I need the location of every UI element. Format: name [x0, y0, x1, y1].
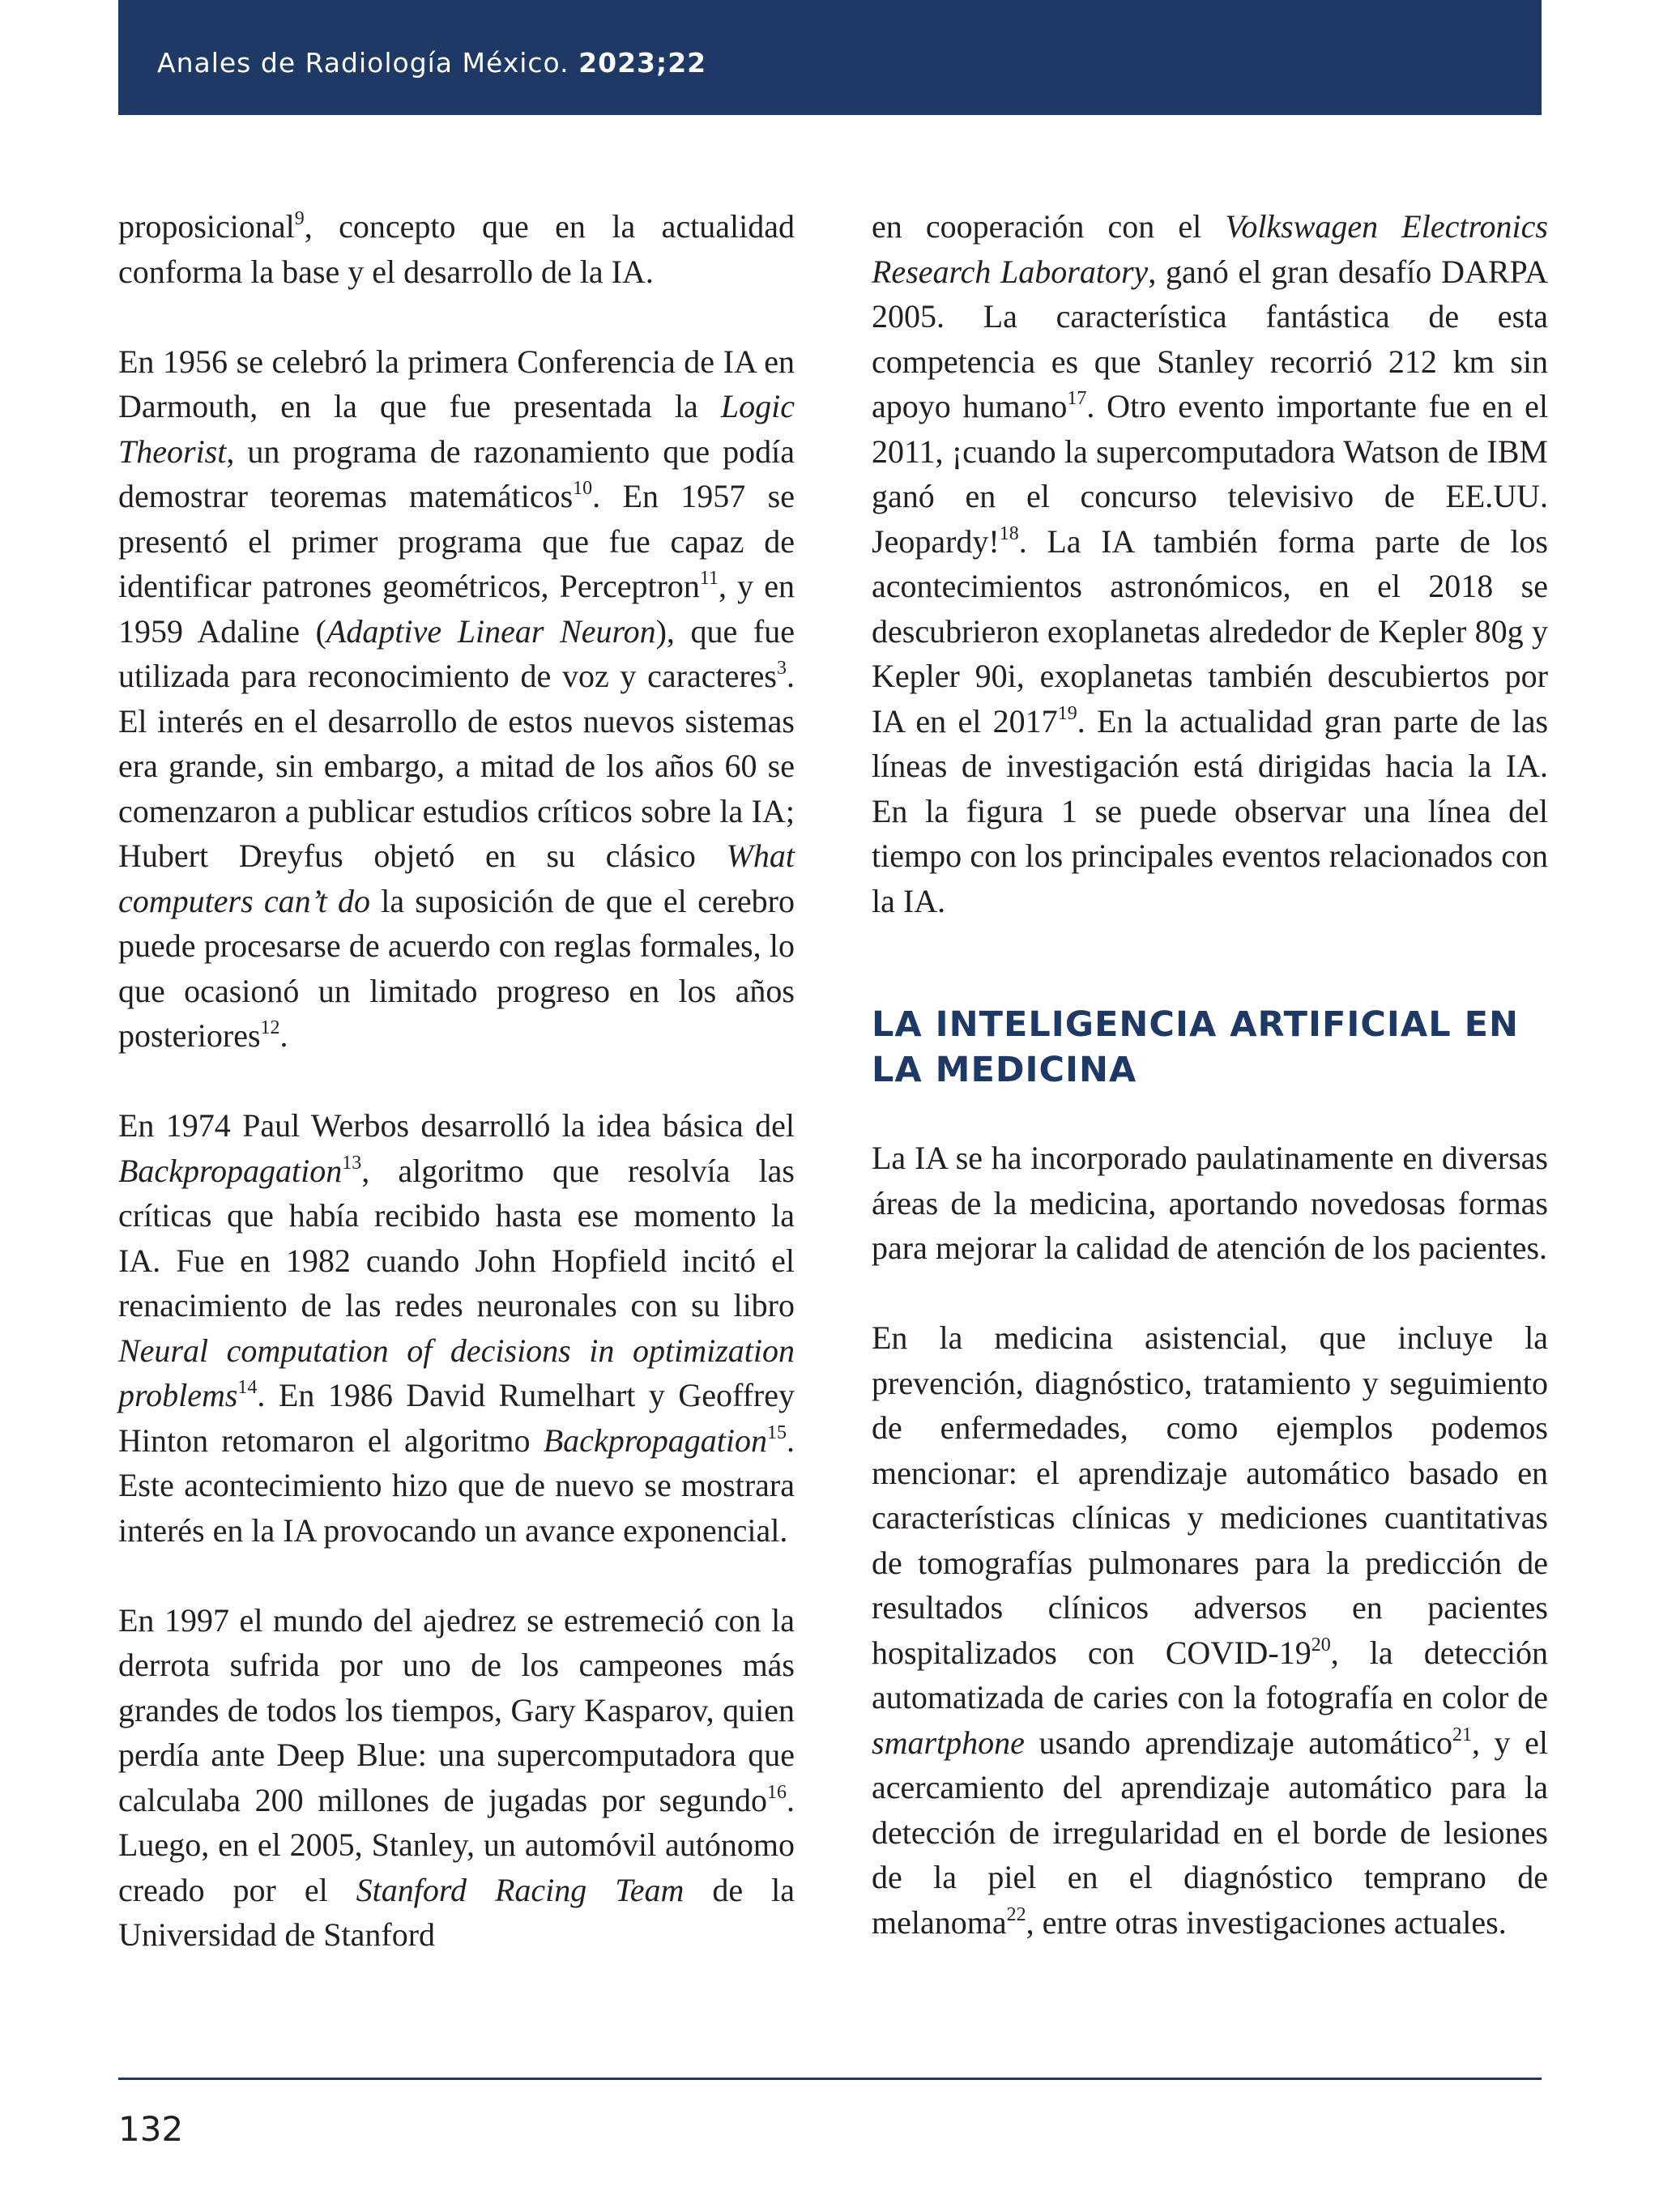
italic-term: smartphone	[872, 1724, 1025, 1761]
text-run: , y en 1959 Adaline (	[118, 568, 795, 650]
text-run: , concepto que en la actualidad conforma la base y el desarrollo de la IA.	[118, 208, 795, 290]
citation-ref: 3	[777, 658, 787, 679]
citation-ref: 14	[237, 1377, 258, 1398]
text-run: , un programa de razonamiento que podía demostrar teoremas matemáticos	[118, 433, 795, 514]
citation-ref: 13	[342, 1152, 362, 1174]
citation-ref: 18	[999, 522, 1019, 544]
page-number: 132	[118, 2109, 184, 2149]
italic-term: Neural computation of decisions in optimization problems	[118, 1332, 795, 1413]
citation-ref: 16	[767, 1781, 787, 1803]
text-run: . Otro evento importante fue en el 2011, ¡cuando la supercomputadora Watson de IBM ganó en el concurso televisivo de EE.UU. Jeopardy!	[872, 388, 1548, 560]
text-run: . El interés en el desarrollo de estos nuevos sistemas era grande, sin embargo, a mitad de los años 60 se comenzaron a publicar estudios críticos sobre la IA; Hubert Dreyfus objetó en su clásico	[118, 658, 795, 874]
paragraph	[872, 1315, 1548, 1945]
text-run: .	[279, 1017, 288, 1054]
text-run: la suposición de que el cerebro puede procesarse de acuerdo con reglas formales, lo que ocasionó un limitado progreso en los años posteriores	[118, 882, 795, 1054]
text-run: , algoritmo que resolvía las críticas que había recibido hasta ese momento la IA. Fue en 1982 cuando John Hopfield incitó el renacimiento de las redes neuronales con su libro	[118, 1152, 795, 1323]
paragraph	[118, 1103, 795, 1553]
journal-volume: 2023;22	[578, 47, 707, 79]
text-run: En 1997 el mundo del ajedrez se estremeció con la derrota sufrida por uno de los campeones más grandes de todos los tiempos, Gary Kasparov, quien perdía ante Deep Blue: una supercomputadora que calculaba 200 millones de jugadas por segundo	[118, 1601, 795, 1818]
citation-ref: 9	[294, 208, 305, 229]
paragraph	[872, 204, 1548, 923]
text-run: . En 1986 David Rumelhart y Geoffrey Hinton retomaron el algoritmo	[118, 1377, 795, 1459]
text-run: En la medicina asistencial, que incluye la prevención, diagnóstico, tratamiento y seguimiento de enfermedades, como ejemplos podemos mencionar: el aprendizaje automático basado en características clínicas y mediciones cuantitativas de tomografías pulmonares para la predicción de resultados clínicos adversos en pacientes hospitalizados con COVID-19	[872, 1319, 1548, 1671]
text-run: usando aprendizaje automático	[1024, 1724, 1452, 1761]
text-run: En 1974 Paul Werbos desarrolló la idea básica del	[118, 1107, 795, 1144]
text-run: , la detección automatizada de caries con la fotografía en color de	[872, 1634, 1548, 1715]
italic-term: Adaptive Linear Neuron	[326, 612, 656, 650]
paragraph	[872, 1136, 1548, 1271]
journal-header-bar	[118, 0, 1542, 115]
italic-term: What computers can’t do	[118, 837, 795, 919]
text-run: , entre otras investigaciones actuales.	[1026, 1903, 1507, 1941]
paragraph	[118, 1598, 795, 1958]
italic-term: Backpropagation	[543, 1421, 767, 1459]
text-run: La IA se ha incorporado paulatinamente en diversas áreas de la medicina, aportando novedosas formas para mejorar la calidad de atención de los pacientes.	[872, 1140, 1548, 1266]
text-run: . La IA también forma parte de los acontecimientos astronómicos, en el 2018 se descubrieron exoplanetas alrededor de Kepler 80g y Kepler 90i, exoplanetas también descubiertos por IA en el 2017	[872, 522, 1548, 739]
journal-title	[157, 47, 706, 79]
section-heading: LA INTELIGENCIA ARTIFICIAL EN LA MEDICINA	[872, 1004, 1519, 1090]
text-run: en cooperación con el	[872, 208, 1226, 245]
text-run: de la Universidad de Stanford	[118, 1871, 795, 1953]
text-run: , ganó el gran desafío DARPA 2005. La característica fantástica de esta competencia es que Stanley recorrió 212 km sin apoyo humano	[872, 253, 1548, 424]
text-run: , y el acercamiento del aprendizaje automático para la detección de irregularidad en el borde de lesiones de la piel en el diagnóstico temprano de melanoma	[872, 1724, 1548, 1941]
citation-ref: 21	[1452, 1724, 1472, 1745]
text-run: . Este acontecimiento hizo que de nuevo se mostrara interés en la IA provocando un avance exponencial.	[118, 1421, 795, 1549]
right-column	[872, 204, 1548, 1945]
text-run: proposicional	[118, 208, 295, 245]
italic-term: Stanford Racing Team	[356, 1871, 684, 1908]
italic-term: Backpropagation	[118, 1152, 343, 1189]
text-run: . En 1957 se presentó el primer programa que fue capaz de identificar patrones geométricos, Perceptron	[118, 478, 795, 604]
citation-ref: 17	[1067, 388, 1087, 409]
citation-ref: 20	[1311, 1634, 1331, 1656]
citation-ref: 19	[1057, 702, 1077, 724]
left-column	[118, 204, 795, 1958]
journal-name: Anales de Radiología México.	[157, 47, 579, 79]
text-run: . Luego, en el 2005, Stanley, un automóvil autónomo creado por el	[118, 1781, 795, 1908]
footer-rule	[118, 2078, 1542, 2080]
paragraph	[118, 204, 795, 294]
text-run: ), que fue utilizada para reconocimiento de voz y caracteres	[118, 612, 795, 694]
citation-ref: 15	[767, 1421, 787, 1443]
italic-term: Volkswagen Electronics Research Laboratory	[872, 208, 1548, 290]
text-run: . En la actualidad gran parte de las líneas de investigación está dirigidas hacia la IA. En la figura 1 se puede observar una línea del tiempo con los principales eventos relacionados con la IA.	[872, 702, 1549, 919]
paragraph	[118, 339, 795, 1059]
italic-term: Logic Theorist	[118, 388, 795, 470]
text-run: En 1956 se celebró la primera Conferencia de IA en Darmouth, en la que fue presentada la	[118, 343, 795, 424]
citation-ref: 12	[260, 1017, 280, 1038]
citation-ref: 22	[1006, 1903, 1026, 1925]
citation-ref: 11	[699, 568, 719, 589]
citation-ref: 10	[573, 478, 593, 499]
